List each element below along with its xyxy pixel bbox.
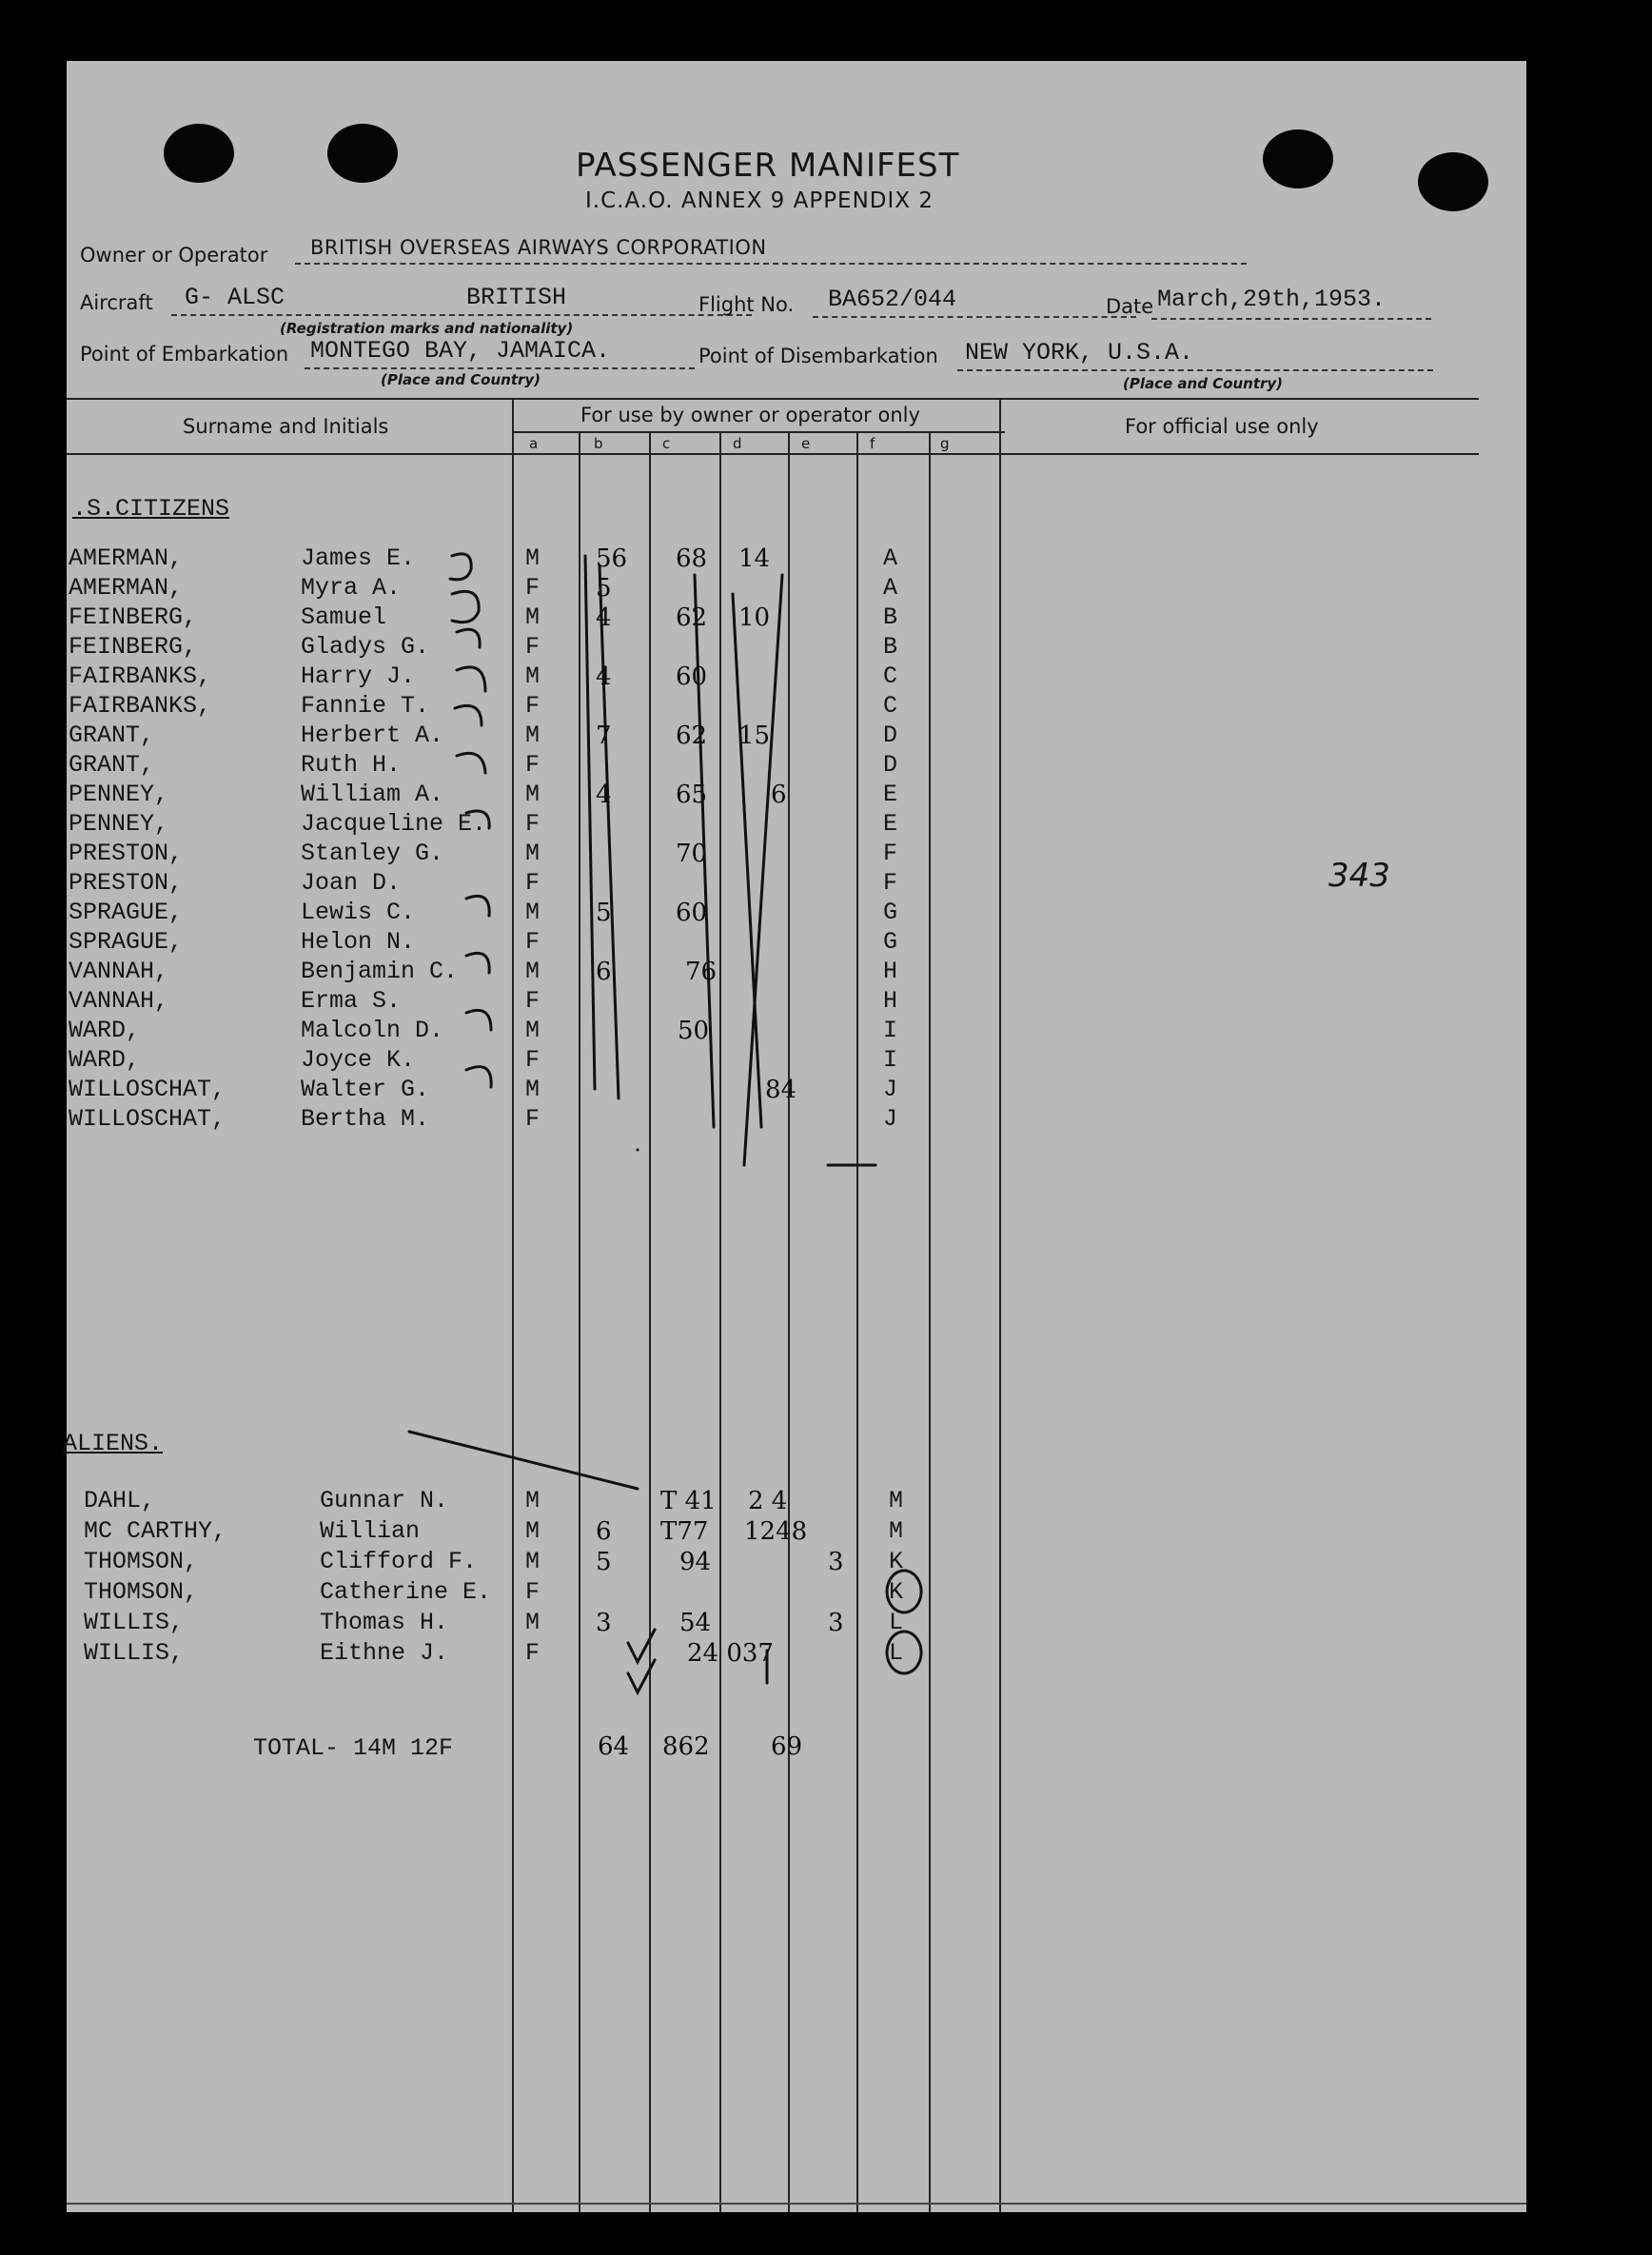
given-names: Stanley G. <box>301 840 444 867</box>
col-f-value: I <box>883 1046 898 1074</box>
col-c-value: 76 <box>685 958 718 986</box>
col-d-value: 3 <box>828 1609 844 1637</box>
col-b-value: 56 <box>596 544 628 573</box>
sex: F <box>525 574 541 602</box>
col-b-value: 6 <box>596 958 612 986</box>
col-d-value: 14 <box>738 544 771 573</box>
col-c-value: T 41 <box>660 1487 717 1515</box>
col-d-value: 1248 <box>744 1517 808 1546</box>
given-names: Bertha M. <box>301 1105 430 1133</box>
col-c-value: 62 <box>676 722 708 750</box>
surname: THOMSON, <box>84 1548 199 1575</box>
sex: M <box>525 1076 541 1103</box>
sex: M <box>525 1517 541 1545</box>
given-names: Gladys G. <box>301 633 430 661</box>
embarkation-value: MONTEGO BAY, JAMAICA. <box>310 337 611 365</box>
tick-column <box>600 565 619 1098</box>
surname: PENNEY, <box>69 810 169 838</box>
col-f-value: K <box>889 1548 904 1575</box>
disembarkation-label: Point of Disembarkation <box>698 345 938 367</box>
given-names: Joyce K. <box>301 1046 416 1074</box>
given-names: James E. <box>301 544 416 572</box>
col-b-value: 4 <box>596 603 612 632</box>
document-subtitle: I.C.A.O. ANNEX 9 APPENDIX 2 <box>585 188 934 213</box>
sex: F <box>525 869 541 897</box>
given-names: Clifford F. <box>320 1548 478 1575</box>
surname: SPRAGUE, <box>69 928 184 956</box>
tick-column <box>733 594 761 1127</box>
embarkation-label: Point of Embarkation <box>80 343 289 366</box>
totals-label: TOTAL- 14M 12F <box>253 1734 454 1762</box>
sub-col-d: d <box>733 435 742 452</box>
sex: M <box>525 722 541 749</box>
bottom-rule <box>67 2203 1526 2205</box>
surname: WARD, <box>69 1017 141 1044</box>
col-c-value: 70 <box>676 840 708 868</box>
surname: VANNAH, <box>69 987 169 1015</box>
sub-col-e: e <box>801 435 811 452</box>
given-names: Helon N. <box>301 928 416 956</box>
col-f-value: L <box>889 1609 904 1636</box>
check-mark <box>628 1660 655 1692</box>
col-c-value: 62 <box>676 603 708 632</box>
total-c: 862 <box>662 1732 710 1761</box>
col-d-value: 2 4 <box>748 1487 788 1515</box>
col-c-value: 65 <box>676 781 708 809</box>
col-b-value: 4 <box>596 781 612 809</box>
col-c-value: 60 <box>676 663 708 691</box>
circled-mark <box>887 1632 921 1673</box>
surname: FEINBERG, <box>69 633 198 661</box>
given-names: Benjamin C. <box>301 958 459 985</box>
col-d-value: 3 <box>828 1548 844 1576</box>
col-c-value: T77 <box>660 1517 709 1546</box>
col-f-value: J <box>883 1105 898 1133</box>
col-d-value: 10 <box>738 603 771 632</box>
col-b-value: 5 <box>596 574 612 603</box>
col-f-value: B <box>883 603 898 631</box>
col-b-value: 3 <box>596 1609 612 1637</box>
given-names: Lewis C. <box>301 899 416 926</box>
surname: MC CARTHY, <box>84 1517 227 1545</box>
tick-mark <box>466 811 489 828</box>
surname: PRESTON, <box>69 869 184 897</box>
flight-value: BA652/044 <box>828 286 957 313</box>
flight-label: Flight No. <box>698 293 795 316</box>
col-f-value: M <box>889 1517 904 1545</box>
tick-mark <box>457 753 485 773</box>
col-f-value: J <box>883 1076 898 1103</box>
sex: M <box>525 1609 541 1636</box>
given-names: Catherine E. <box>320 1578 492 1606</box>
col-f-value: F <box>883 840 898 867</box>
official-page-number: 343 <box>1328 857 1390 895</box>
check-mark <box>628 1630 655 1662</box>
surname: GRANT, <box>69 751 155 779</box>
surname: SPRAGUE, <box>69 899 184 926</box>
document-title: PASSENGER MANIFEST <box>576 147 960 185</box>
surname: AMERMAN, <box>69 574 184 602</box>
sex: F <box>525 1046 541 1074</box>
sex: F <box>525 1105 541 1133</box>
col-b-value: 5 <box>596 1548 612 1576</box>
tick-mark <box>457 629 480 647</box>
sex: M <box>525 1548 541 1575</box>
col-c-value: 24 037 <box>687 1639 774 1668</box>
date-value: March,29th,1953. <box>1157 286 1386 313</box>
given-names: Samuel <box>301 603 387 631</box>
col-c-value: 54 <box>679 1609 712 1637</box>
col-owner-header: For use by owner or operator only <box>580 404 920 426</box>
col-b-value: 7 <box>596 722 612 750</box>
disembarkation-caption: (Place and Country) <box>1123 375 1284 392</box>
tick-column <box>585 556 595 1089</box>
col-f-value: K <box>889 1578 904 1606</box>
given-names: Jacqueline E. <box>301 810 487 838</box>
tick-mark <box>466 1067 491 1087</box>
col-f-value: D <box>883 722 898 749</box>
sex: M <box>525 840 541 867</box>
col-surname-header: Surname and Initials <box>183 415 389 438</box>
sex: M <box>525 781 541 808</box>
tick-mark <box>450 554 471 580</box>
sex: F <box>525 1639 541 1667</box>
tick-mark <box>455 705 482 725</box>
given-names: Erma S. <box>301 987 402 1015</box>
col-b-value: 6 <box>596 1517 612 1546</box>
surname: FEINBERG, <box>69 603 198 631</box>
col-f-value: A <box>883 574 898 602</box>
given-names: Fannie T. <box>301 692 430 720</box>
sex: M <box>525 1487 541 1514</box>
embarkation-caption: (Place and Country) <box>381 371 541 388</box>
given-names: Myra A. <box>301 574 402 602</box>
col-c-value: 68 <box>676 544 708 573</box>
sex: F <box>525 1578 541 1606</box>
col-c-value: 60 <box>676 899 708 927</box>
col-f-value: I <box>883 1017 898 1044</box>
manifest-page <box>63 61 1526 2212</box>
sex: F <box>525 810 541 838</box>
handwritten-tick-marks <box>67 61 1526 2212</box>
aircraft-label: Aircraft <box>80 291 153 314</box>
aircraft-value: G- ALSC <box>185 284 285 311</box>
surname: PENNEY, <box>69 781 169 808</box>
col-f-value: G <box>883 928 898 956</box>
tick-mark <box>466 896 489 916</box>
col-b-value: 5 <box>596 899 612 927</box>
sex: M <box>525 544 541 572</box>
total-b: 64 <box>598 1732 630 1761</box>
col-f-value: H <box>883 987 898 1015</box>
col-f-value: M <box>889 1487 904 1514</box>
surname: GRANT, <box>69 722 155 749</box>
given-names: Walter G. <box>301 1076 430 1103</box>
sub-col-b: b <box>594 435 603 452</box>
owner-label: Owner or Operator <box>80 244 268 267</box>
col-f-value: F <box>883 869 898 897</box>
col-f-value: B <box>883 633 898 661</box>
disembarkation-value: NEW YORK, U.S.A. <box>965 339 1194 366</box>
col-f-value: A <box>883 544 898 572</box>
col-d-value: 6 <box>771 781 787 809</box>
surname: AMERMAN, <box>69 544 184 572</box>
surname: WILLIS, <box>84 1639 185 1667</box>
sex: F <box>525 928 541 956</box>
given-names: Gunnar N. <box>320 1487 449 1514</box>
date-label: Date <box>1106 295 1154 318</box>
alien-tick-line <box>409 1432 638 1489</box>
sub-col-a: a <box>529 435 539 452</box>
col-f-value: G <box>883 899 898 926</box>
sex: M <box>525 603 541 631</box>
col-f-value: D <box>883 751 898 779</box>
sub-col-f: f <box>870 435 875 452</box>
col-f-value: C <box>883 692 898 720</box>
col-f-value: L <box>889 1639 904 1667</box>
col-f-value: E <box>883 810 898 838</box>
surname: FAIRBANKS, <box>69 692 212 720</box>
sex: M <box>525 1017 541 1044</box>
given-names: Herbert A. <box>301 722 444 749</box>
sex: F <box>525 751 541 779</box>
surname: VANNAH, <box>69 958 169 985</box>
given-names: Joan D. <box>301 869 402 897</box>
section-aliens: ALIENS. <box>63 1430 164 1457</box>
col-f-value: H <box>883 958 898 985</box>
given-names: Ruth H. <box>301 751 402 779</box>
sex: F <box>525 692 541 720</box>
given-names: Thomas H. <box>320 1609 449 1636</box>
col-b-value: 4 <box>596 663 612 691</box>
nationality-value: BRITISH <box>466 284 567 311</box>
tick-column <box>744 575 782 1165</box>
sex: M <box>525 958 541 985</box>
circled-mark <box>887 1571 921 1612</box>
given-names: Harry J. <box>301 663 416 690</box>
owner-value: BRITISH OVERSEAS AIRWAYS CORPORATION <box>310 236 767 259</box>
surname: WARD, <box>69 1046 141 1074</box>
tick-mark <box>466 1010 491 1030</box>
surname: WILLOSCHAT, <box>69 1105 226 1133</box>
sub-col-c: c <box>662 435 671 452</box>
col-d-value: 84 <box>765 1076 797 1104</box>
tick-column <box>695 575 714 1127</box>
col-official-header: For official use only <box>1125 415 1319 438</box>
given-names: Malcoln D. <box>301 1017 444 1044</box>
tick-mark <box>466 953 489 973</box>
col-c-value: 94 <box>679 1548 712 1576</box>
surname: THOMSON, <box>84 1578 199 1606</box>
total-d: 69 <box>771 1732 803 1761</box>
col-f-value: C <box>883 663 898 690</box>
sub-col-g: g <box>940 435 950 452</box>
registration-caption: (Registration marks and nationality) <box>280 320 574 337</box>
given-names: Willian <box>320 1517 421 1545</box>
surname: DAHL, <box>84 1487 156 1514</box>
section-us-citizens: .S.CITIZENS <box>72 495 230 523</box>
surname: PRESTON, <box>69 840 184 867</box>
surname: FAIRBANKS, <box>69 663 212 690</box>
tick-mark <box>457 667 485 691</box>
given-names: Eithne J. <box>320 1639 449 1667</box>
col-d-value: 15 <box>738 722 771 750</box>
sex: F <box>525 633 541 661</box>
sex: M <box>525 899 541 926</box>
sex: F <box>525 987 541 1015</box>
col-c-value: 50 <box>678 1017 710 1045</box>
col-f-value: E <box>883 781 898 808</box>
sex: M <box>525 663 541 690</box>
tick-mark <box>452 591 479 622</box>
surname: WILLOSCHAT, <box>69 1076 226 1103</box>
surname: WILLIS, <box>84 1609 185 1636</box>
given-names: William A. <box>301 781 444 808</box>
